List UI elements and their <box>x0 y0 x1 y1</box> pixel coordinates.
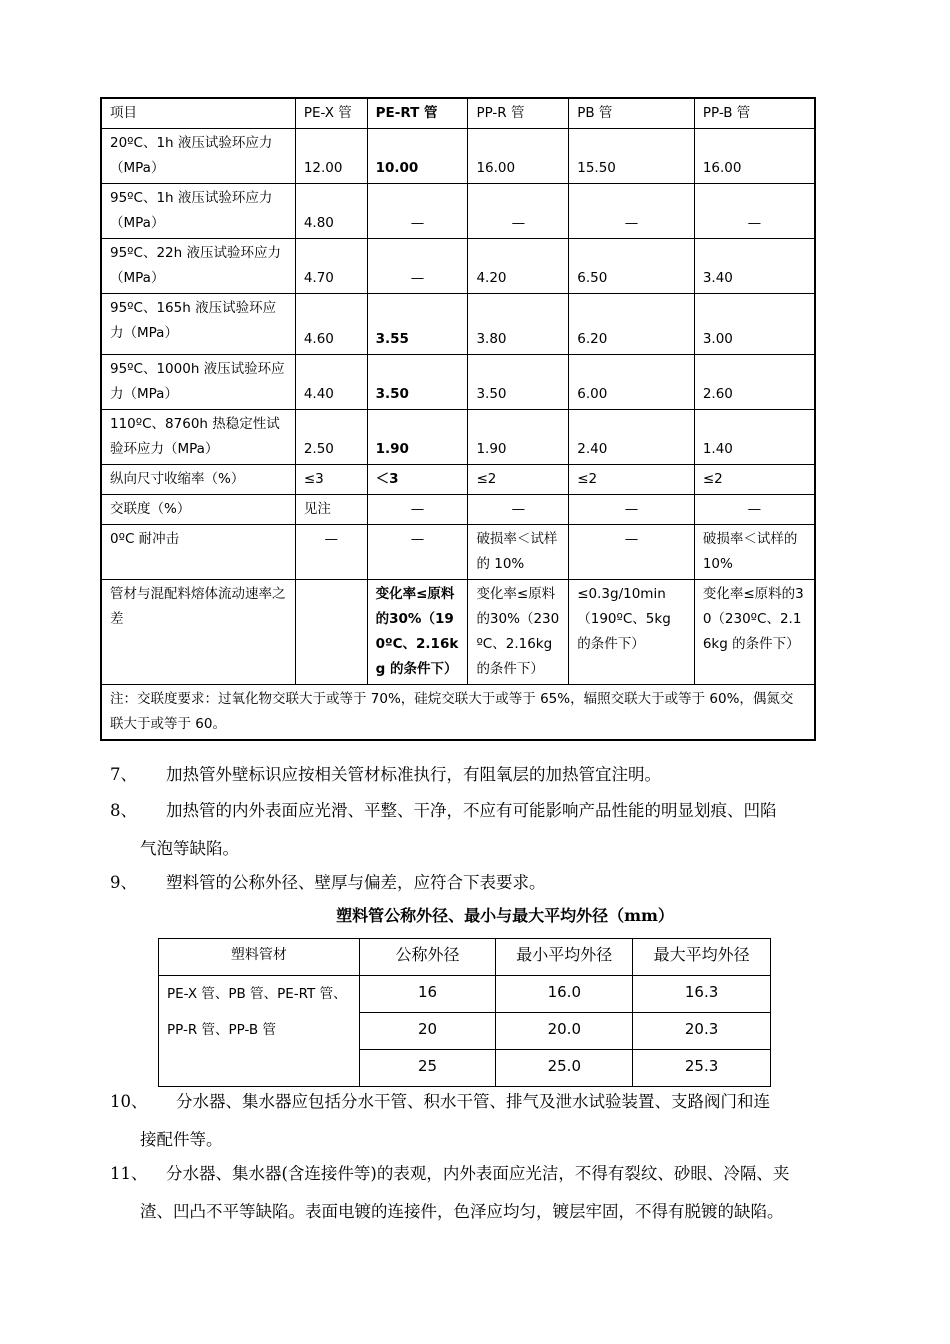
table-cell: 6.50 <box>569 239 695 294</box>
table-row <box>101 580 815 685</box>
table-cell: 2.40 <box>569 410 695 465</box>
table-cell: 见注 <box>295 495 367 525</box>
table-cell: 1.90 <box>468 410 569 465</box>
paragraph-text: 加热管外壁标识应按相关管材标准执行，有阻氧层的加热管宜注明。 <box>166 765 661 784</box>
table-cell: 12.00 <box>295 129 367 184</box>
table-cell: 6.00 <box>569 355 695 410</box>
table-cell: ≤3 <box>295 465 367 495</box>
pipe-diameter-table <box>158 938 771 1087</box>
table-cell: — <box>569 525 695 580</box>
table-note: 注：交联度要求：过氧化物交联大于或等于 70%，硅烷交联大于或等于 65%，辐照交联大于或等于 60%，偶氮交联大于或等于 60。 <box>101 685 815 741</box>
table-cell: 16.0 <box>496 976 633 1013</box>
table-cell: 破损率＜试样的 10% <box>694 525 815 580</box>
material-cell: PE-X 管、PB 管、PE-RT 管、PP-R 管、PP-B 管 <box>159 976 360 1087</box>
table-row <box>101 294 815 355</box>
table-row <box>101 465 815 495</box>
paragraph-text: 加热管的内外表面应光滑、平整、干净，不应有可能影响产品性能的明显划痕、凹陷 <box>166 801 777 820</box>
table-cell: — <box>367 495 468 525</box>
table-cell: 16 <box>359 976 496 1013</box>
table-cell: 变化率≤原料的30%（230ºC、2.16kg 的条件下） <box>468 580 569 685</box>
table-cell: ＜3 <box>367 465 468 495</box>
row-label: 95ºC、22h 液压试验环应力（MPa） <box>101 239 295 294</box>
table-cell: 3.80 <box>468 294 569 355</box>
table-cell: 20.3 <box>633 1013 771 1050</box>
table-header-cell: PB 管 <box>569 98 695 129</box>
paragraph-continuation: 气泡等缺陷。 <box>140 839 239 858</box>
table-row <box>101 495 815 525</box>
paragraph-continuation: 渣、凹凸不平等缺陷。表面电镀的连接件，色泽应均匀，镀层牢固，不得有脱镀的缺陷。 <box>140 1202 784 1221</box>
table-cell: 20 <box>359 1013 496 1050</box>
row-label: 0ºC 耐冲击 <box>101 525 295 580</box>
row-label: 95ºC、1000h 液压试验环应力（MPa） <box>101 355 295 410</box>
paragraph-number: 9、 <box>110 873 137 892</box>
table-header-cell: PP-B 管 <box>694 98 815 129</box>
table-cell: — <box>569 495 695 525</box>
row-label: 95ºC、1h 液压试验环应力（MPa） <box>101 184 295 239</box>
table-header-cell: 公称外径 <box>359 939 496 976</box>
table-cell: — <box>694 495 815 525</box>
paragraph-7 <box>110 756 855 794</box>
paragraph-11 <box>110 1155 855 1231</box>
table-cell: 15.50 <box>569 129 695 184</box>
table-caption: 塑料管公称外径、最小与最大平均外径（mm） <box>336 906 674 925</box>
table-row <box>101 410 815 465</box>
paragraph-text: 塑料管的公称外径、壁厚与偏差，应符合下表要求。 <box>166 873 546 892</box>
row-label: 20ºC、1h 液压试验环应力（MPa） <box>101 129 295 184</box>
table-cell: 10.00 <box>367 129 468 184</box>
table-header-cell: PP-R 管 <box>468 98 569 129</box>
table-cell: 3.40 <box>694 239 815 294</box>
table-cell: — <box>468 184 569 239</box>
table-cell: 16.3 <box>633 976 771 1013</box>
table-header-cell: 项目 <box>101 98 295 129</box>
paragraph-number: 10、 <box>110 1092 148 1111</box>
table-header-cell: PE-X 管 <box>295 98 367 129</box>
table-cell: — <box>367 525 468 580</box>
table-cell: 25.3 <box>633 1050 771 1087</box>
table-cell <box>295 580 367 685</box>
table-cell: — <box>367 184 468 239</box>
table-cell: 变化率≤原料的30（230ºC、2.16kg 的条件下） <box>694 580 815 685</box>
table-cell: — <box>694 184 815 239</box>
paragraph-number: 8、 <box>110 801 137 820</box>
table-cell: 20.0 <box>496 1013 633 1050</box>
table-row <box>101 525 815 580</box>
table-header-cell: 塑料管材 <box>159 939 360 976</box>
table-cell: ≤2 <box>694 465 815 495</box>
table-cell: ≤2 <box>468 465 569 495</box>
paragraph-8 <box>110 792 855 868</box>
table-cell: 16.00 <box>694 129 815 184</box>
table-row <box>101 355 815 410</box>
table-header-row <box>159 939 771 976</box>
table-cell: 3.55 <box>367 294 468 355</box>
row-label: 95ºC、165h 液压试验环应力（MPa） <box>101 294 295 355</box>
table-cell: 3.50 <box>367 355 468 410</box>
table-cell: 6.20 <box>569 294 695 355</box>
table-cell: — <box>295 525 367 580</box>
row-label: 交联度（%） <box>101 495 295 525</box>
paragraph-number: 11、 <box>110 1164 148 1183</box>
paragraph-10 <box>110 1083 855 1159</box>
paragraph-number: 7、 <box>110 765 137 784</box>
table-header-cell: PE-RT 管 <box>367 98 468 129</box>
table-cell: — <box>569 184 695 239</box>
table-cell: 25 <box>359 1050 496 1087</box>
table-cell: — <box>367 239 468 294</box>
table-row <box>101 239 815 294</box>
table-row <box>101 129 815 184</box>
table-cell: 3.00 <box>694 294 815 355</box>
paragraph-continuation: 接配件等。 <box>140 1130 223 1149</box>
paragraph-text: 分水器、集水器应包括分水干管、积水干管、排气及泄水试验装置、支路阀门和连 <box>176 1092 770 1111</box>
table-cell: 4.70 <box>295 239 367 294</box>
table-cell: ≤0.3g/10min（190ºC、5kg 的条件下） <box>569 580 695 685</box>
paragraph-9 <box>110 864 855 902</box>
table-cell: — <box>468 495 569 525</box>
table-header-cell: 最小平均外径 <box>496 939 633 976</box>
table-cell: 3.50 <box>468 355 569 410</box>
table-cell: 破损率＜试样的 10% <box>468 525 569 580</box>
table-header-row <box>101 98 815 129</box>
table-row <box>101 184 815 239</box>
table-cell: 1.40 <box>694 410 815 465</box>
row-label: 管材与混配料熔体流动速率之差 <box>101 580 295 685</box>
table-cell: 变化率≤原料的30%（190ºC、2.16kg 的条件下） <box>367 580 468 685</box>
table-cell: 4.60 <box>295 294 367 355</box>
paragraph-text: 分水器、集水器(含连接件等)的表观，内外表面应光洁，不得有裂纹、砂眼、冷隔、夹 <box>166 1164 790 1183</box>
pipe-performance-table <box>100 97 816 741</box>
table-row <box>159 976 771 1013</box>
table-cell: 2.60 <box>694 355 815 410</box>
row-label: 110ºC、8760h 热稳定性试验环应力（MPa） <box>101 410 295 465</box>
table-cell: 25.0 <box>496 1050 633 1087</box>
table-cell: 4.80 <box>295 184 367 239</box>
table-cell: ≤2 <box>569 465 695 495</box>
table-note-row <box>101 685 815 741</box>
table-cell: 1.90 <box>367 410 468 465</box>
table-header-cell: 最大平均外径 <box>633 939 771 976</box>
table-cell: 4.40 <box>295 355 367 410</box>
table-cell: 4.20 <box>468 239 569 294</box>
table-cell: 16.00 <box>468 129 569 184</box>
table-cell: 2.50 <box>295 410 367 465</box>
row-label: 纵向尺寸收缩率（%） <box>101 465 295 495</box>
